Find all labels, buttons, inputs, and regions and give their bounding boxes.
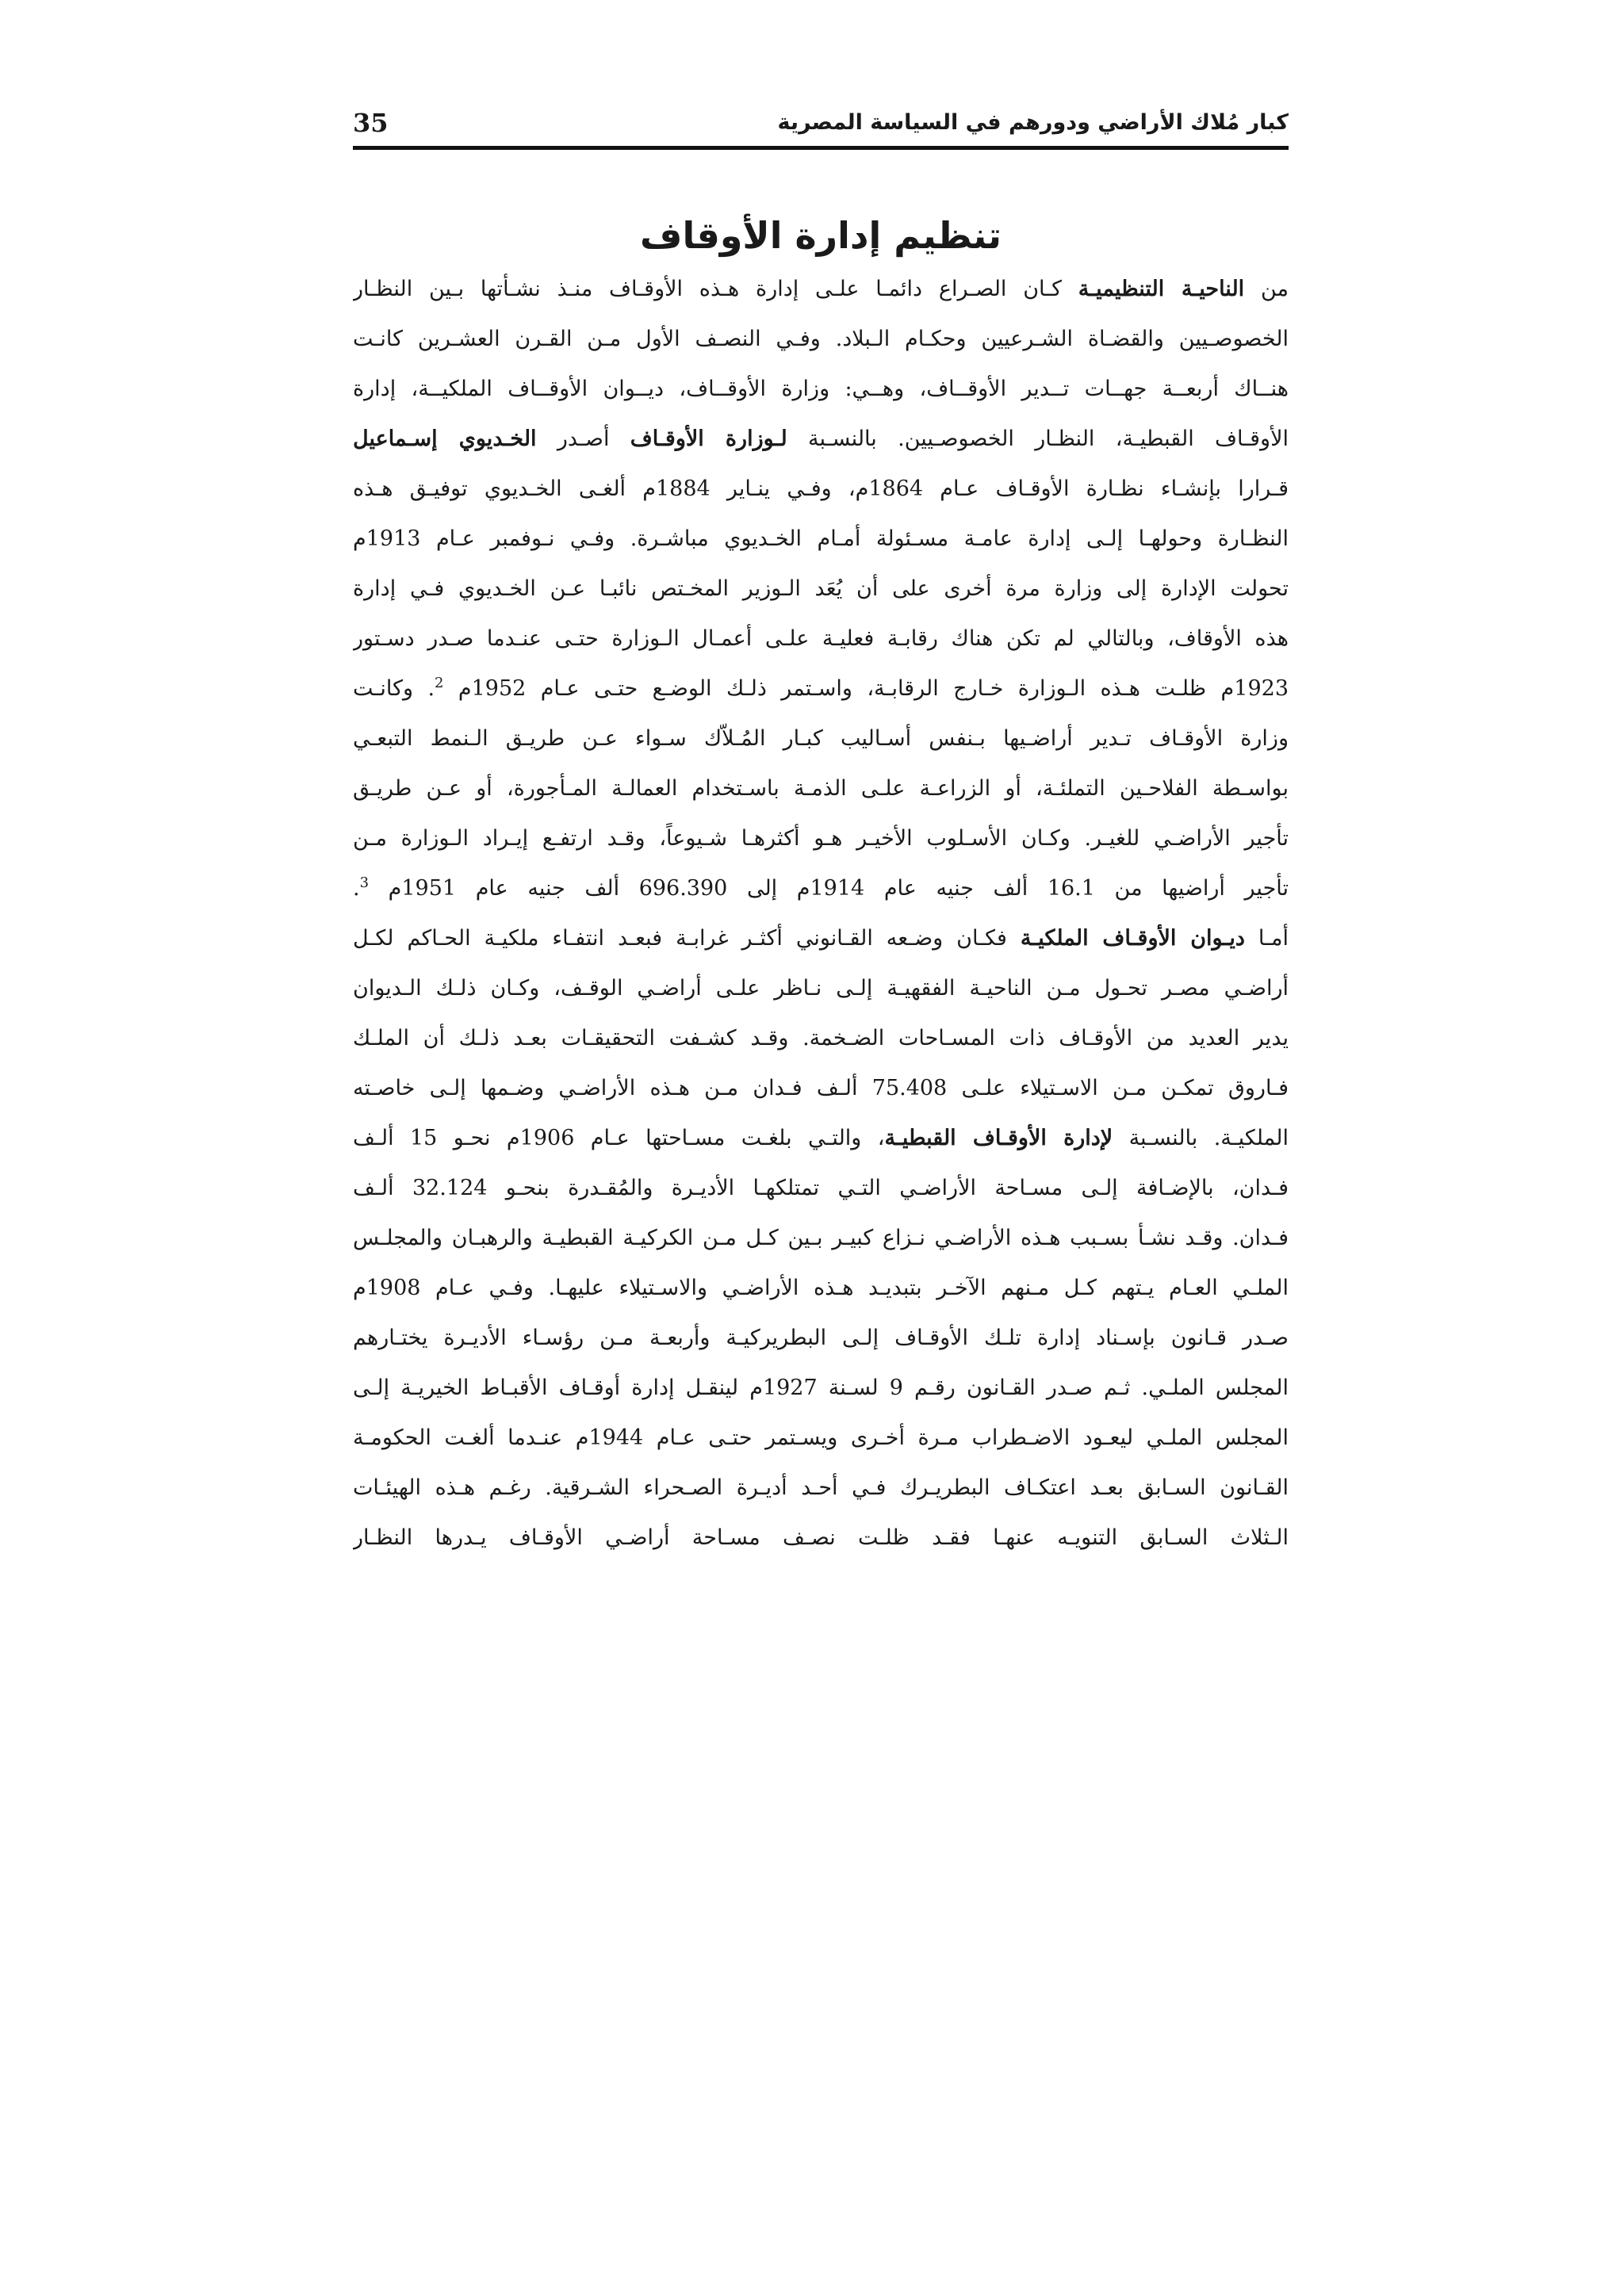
text-run: فكـان وضـعه القـانوني أكثـر غرابـة فبعـد انتفـاء ملكيـة الحـاكم لكـل (353, 926, 1021, 951)
header-divider (353, 146, 1289, 150)
text-line (353, 1063, 1289, 1113)
text-line (353, 414, 1289, 464)
running-header-title: كبار مُلاك الأراضي ودورهم في السياسة المصرية (777, 110, 1289, 135)
text-run: هنــاك أربعــة جهــات تــدير الأوقــاف، وهــي: وزارة الأوقــاف، ديــوان الأوقــاف الملكيــة، إدارة (353, 377, 1289, 401)
text-run: من (1244, 277, 1289, 301)
text-line (353, 1513, 1289, 1563)
section-title: تنظيم إدارة الأوقاف (640, 214, 1002, 257)
text-run: أصـدر (536, 427, 630, 451)
text-line (353, 863, 1289, 913)
text-line (353, 1363, 1289, 1413)
text-run: المجلس الملـي ليعـود الاضـطراب مـرة أخـرى ويسـتمر حتـى عـام 1944م عنـدما ألغـت الحكومـة (353, 1425, 1289, 1450)
text-run: فـدان. وقـد نشـأ بسـبب هـذه الأراضـي نـزاع كبيـر بـين كـل مـن الكركيـة القبطيـة والرهبـان والمجلـس (353, 1226, 1289, 1250)
footnote-ref: 2 (435, 675, 444, 691)
text-line (353, 1113, 1289, 1163)
text-line (353, 464, 1289, 514)
text-run: كـان الصـراع دائمـا علـى إدارة هـذه الأوقـاف منـذ نشـأتها بـين النظـار (353, 277, 1078, 301)
text-run: هذه الأوقاف، وبالتالي لم تكن هناك رقابـة فعليـة علـى أعمـال الـوزارة حتـى عنـدما صـدر دسـتور (353, 626, 1289, 651)
text-run: أراضـي مصـر تحـول مـن الناحيـة الفقهيـة إلـى نـاظر علـى أراضـي الوقـف، وكـان ذلـك الـديوان (353, 976, 1289, 1001)
text-run: 1923م ظلـت هـذه الـوزارة خـارج الرقابـة، واسـتمر ذلـك الوضـع حتـى عـام 1952م (443, 676, 1289, 701)
bold-term: لإدارة الأوقـاف القبطيـة (884, 1126, 1113, 1150)
text-run: تأجير الأراضـي للغيـر. وكـان الأسـلوب الأخيـر هـو أكثرهـا شـيوعاً، وقـد ارتفـع إيـراد الـوزارة مـن (353, 826, 1289, 851)
text-line (353, 1163, 1289, 1213)
text-line (353, 1213, 1289, 1263)
text-line (353, 1463, 1289, 1513)
text-line (353, 614, 1289, 664)
body-paragraphs (353, 264, 1289, 1563)
text-run: وزارة الأوقـاف تـدير أراضـيها بـنفس أسـاليب كبـار المُـلاّك سـواء عـن طريـق الـنمط التبعـي (353, 726, 1289, 751)
text-line (353, 314, 1289, 364)
running-header (353, 103, 1289, 143)
text-run: المجلس الملـي. ثـم صـدر القـانون رقـم 9 لسـنة 1927م لينقـل إدارة أوقـاف الأقبـاط الخيريـة إلـى (353, 1376, 1289, 1400)
text-run: تحولت الإدارة إلى وزارة مرة أخرى على أن يُعَد الـوزير المخـتص نائبـا عـن الخـديوي فـي إدارة (353, 576, 1289, 601)
text-run: الأوقـاف القبطيـة، النظـار الخصوصـيين. بالنسـبة (787, 427, 1289, 451)
text-line (353, 1413, 1289, 1463)
bold-term: الناحيـة التنظيميـة (1078, 277, 1245, 301)
text-line (353, 714, 1289, 763)
text-run: أمـا (1244, 926, 1289, 951)
bold-term: لـوزارة الأوقـاف (630, 427, 787, 451)
text-run: الملكيـة. بالنسـبة (1113, 1126, 1289, 1150)
text-run: الملـي العـام يـتهم كـل مـنهم الآخـر بتبديـد هـذه الأراضـي والاسـتيلاء عليهـا. وفـي عـام 1908م (353, 1276, 1289, 1300)
footnote-ref: 3 (359, 874, 370, 891)
text-line (353, 1263, 1289, 1313)
text-run: بواسـطة الفلاحـين التملئـة، أو الزراعـة علـى الذمـة باسـتخدام العمالـة المـأجورة، أو عـن طريـق (353, 776, 1289, 801)
text-line (353, 763, 1289, 813)
bold-term: الخـديوي إسـماعيل (353, 427, 537, 451)
text-line (353, 264, 1289, 314)
page-number: 35 (353, 108, 389, 138)
text-run: فـدان، بالإضـافة إلـى مسـاحة الأراضـي التـي تمتلكهـا الأديـرة والمُقـدرة بنحـو 32.124 ألـف (353, 1176, 1289, 1200)
text-run: . (353, 876, 360, 901)
text-line (353, 514, 1289, 564)
text-line (353, 364, 1289, 414)
text-run: فـاروق تمكـن مـن الاسـتيلاء علـى 75.408 ألـف فـدان مـن هـذه الأراضـي وضـمها إلـى خاصـته (353, 1076, 1289, 1100)
text-run: ، والتـي بلغـت مسـاحتها عـام 1906م نحـو 15 ألـف (353, 1126, 885, 1150)
text-run: . وكانـت (353, 676, 435, 701)
text-line (353, 813, 1289, 863)
bold-term: ديـوان الأوقـاف الملكيـة (1020, 926, 1245, 951)
text-line (353, 1313, 1289, 1363)
text-line (353, 1013, 1289, 1063)
text-run: يدير العديد من الأوقـاف ذات المسـاحات الضـخمة. وقـد كشـفت التحقيقـات بعـد ذلـك أن الملـك (353, 1026, 1289, 1050)
text-run: صـدر قـانون بإسـناد إدارة تلـك الأوقـاف إلـى البطريركيـة وأربعـة مـن رؤسـاء الأديـرة يختـارهم (353, 1326, 1289, 1350)
text-line (353, 664, 1289, 714)
text-run: النظـارة وحولهـا إلـى إدارة عامـة مسـئولة أمـام الخـديوي مباشـرة. وفـي نـوفمبر عـام 1913م (353, 526, 1289, 551)
text-run: القـانون السـابق بعـد اعتكـاف البطريـرك فـي أحـد أديـرة الصـحراء الشـرقية. رغـم هـذه الهيئـات (353, 1475, 1289, 1500)
text-line (353, 913, 1289, 963)
text-run: الـثلاث السـابق التنويـه عنهـا فقـد ظلـت نصـف مسـاحة أراضـي الأوقـاف يـدرها النظـار (353, 1525, 1289, 1550)
text-run: الخصوصـيين والقضـاة الشـرعيين وحكـام الـبلاد. وفـي النصـف الأول مـن القـرن العشـرين كانـت (353, 327, 1289, 351)
text-run: تأجير أراضيها من 16.1 ألف جنيه عام 1914م إلى 696.390 ألف جنيه عام 1951م (369, 876, 1289, 901)
text-line (353, 963, 1289, 1013)
text-run: قـرارا بإنشـاء نظـارة الأوقـاف عـام 1864م، وفـي ينـاير 1884م ألغـى الخـديوي توفيـق هـذه (353, 476, 1289, 501)
text-line (353, 564, 1289, 614)
